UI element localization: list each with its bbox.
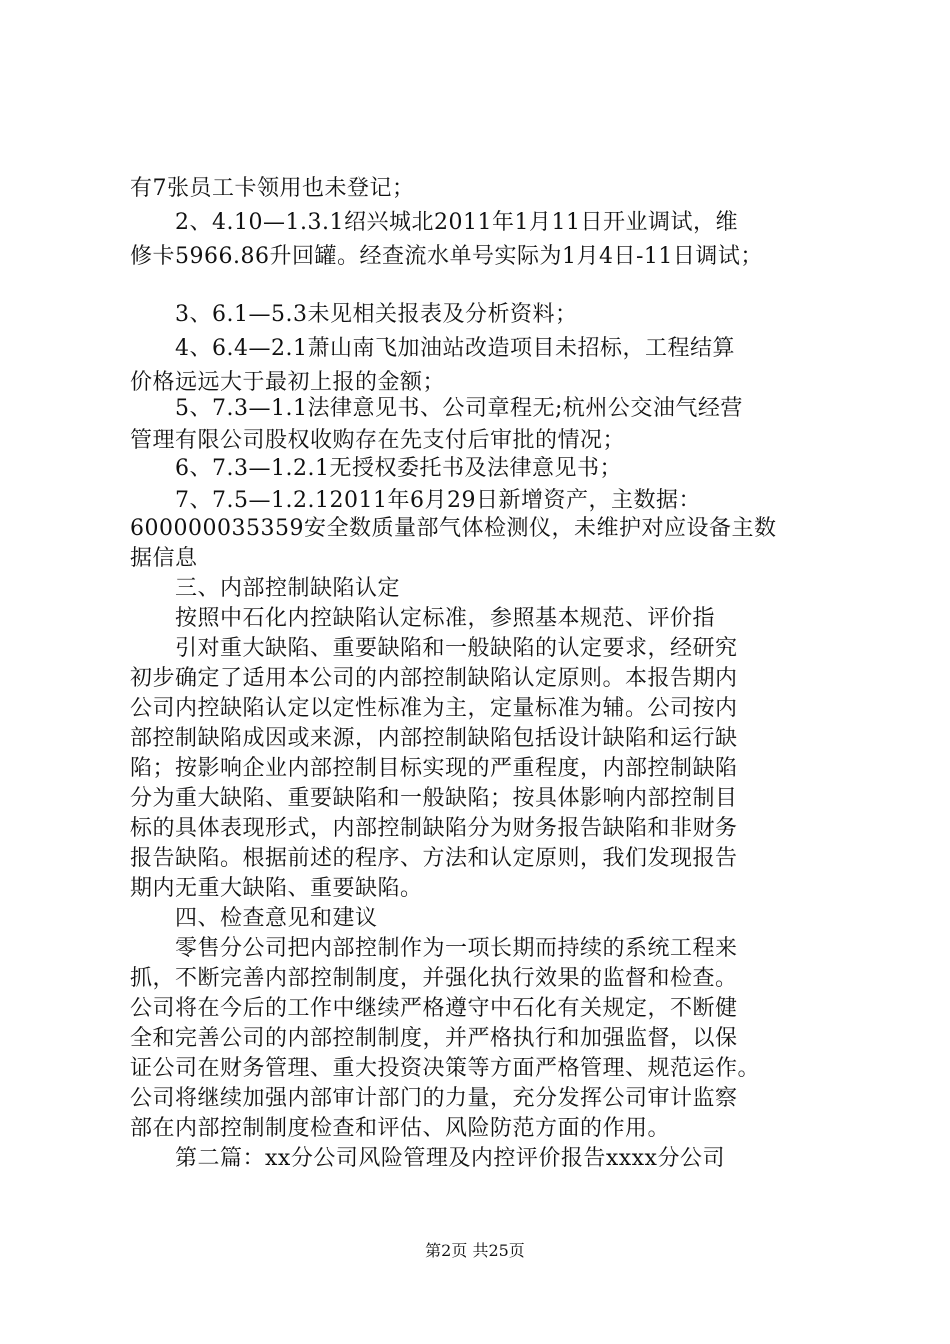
body-line: 初步确定了适用本公司的内部控制缺陷认定原则。本报告期内	[130, 666, 738, 691]
body-line: 零售分公司把内部控制作为一项长期而持续的系统工程来	[130, 936, 738, 961]
body-line: 报告缺陷。根据前述的程序、方法和认定原则，我们发现报告	[130, 846, 738, 871]
body-line: 管理有限公司股权收购存在先支付后审批的情况；	[130, 428, 626, 453]
page-footer: 第2页 共25页	[425, 1241, 525, 1260]
body-line: 分为重大缺陷、重要缺陷和一般缺陷；按具体影响内部控制目	[130, 786, 738, 811]
body-line: 公司将继续加强内部审计部门的力量，充分发挥公司审计监察	[130, 1086, 738, 1111]
body-line: 按照中石化内控缺陷认定标准，参照基本规范、评价指	[130, 606, 716, 631]
body-line: 全和完善公司的内部控制制度，并严格执行和加强监督，以保	[130, 1026, 738, 1051]
body-line: 陷；按影响企业内部控制目标实现的严重程度，内部控制缺陷	[130, 756, 738, 781]
body-line: 第二篇：xx分公司风险管理及内控评价报告xxxx分公司	[130, 1146, 725, 1171]
body-line: 3、6.1—5.3未见相关报表及分析资料；	[130, 302, 578, 327]
body-line: 期内无重大缺陷、重要缺陷。	[130, 876, 423, 901]
body-line: 修卡5966.86升回罐。经查流水单号实际为1月4日-11日调试；	[130, 244, 763, 269]
body-line: 2、4.10—1.3.1绍兴城北2011年1月11日开业调试，维	[130, 210, 738, 235]
body-line: 部在内部控制制度检查和评估、风险防范方面的作用。	[130, 1116, 671, 1141]
body-line: 600000035359安全数质量部气体检测仪，未维护对应设备主数	[130, 516, 777, 541]
body-line: 部控制缺陷成因或来源，内部控制缺陷包括设计缺陷和运行缺	[130, 726, 738, 751]
body-line: 引对重大缺陷、重要缺陷和一般缺陷的认定要求，经研究	[130, 636, 738, 661]
body-line: 5、7.3—1.1法律意见书、公司章程无;杭州公交油气经营	[130, 396, 743, 421]
section-heading: 三、内部控制缺陷认定	[130, 576, 401, 601]
body-line: 证公司在财务管理、重大投资决策等方面严格管理、规范运作。	[130, 1056, 761, 1081]
body-line: 标的具体表现形式，内部控制缺陷分为财务报告缺陷和非财务	[130, 816, 738, 841]
body-line: 7、7.5—1.2.12011年6月29日新增资产，主数据：	[130, 488, 701, 513]
section-heading: 四、检查意见和建议	[130, 906, 378, 931]
body-line: 6、7.3—1.2.1无授权委托书及法律意见书；	[130, 456, 622, 481]
body-line: 公司将在今后的工作中继续严格遵守中石化有关规定，不断健	[130, 996, 738, 1021]
body-line: 据信息	[130, 546, 198, 571]
body-line: 有7张员工卡领用也未登记；	[130, 176, 415, 201]
body-line: 公司内控缺陷认定以定性标准为主，定量标准为辅。公司按内	[130, 696, 738, 721]
body-line: 抓，不断完善内部控制制度，并强化执行效果的监督和检查。	[130, 966, 738, 991]
body-line: 价格远远大于最初上报的金额；	[130, 370, 446, 395]
body-line: 4、6.4—2.1萧山南飞加油站改造项目未招标，工程结算	[130, 336, 735, 361]
